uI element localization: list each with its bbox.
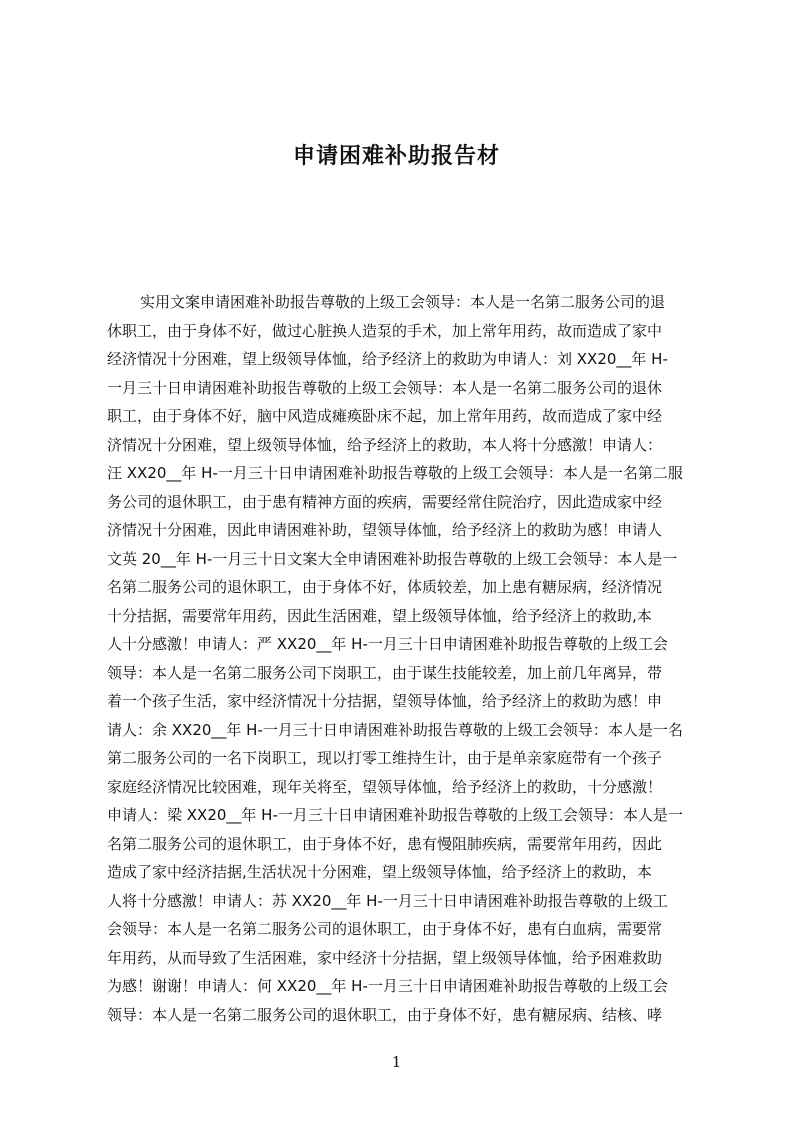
text-line: 领导：本人是一名第二服务公司的退休职工，由于身体不好，患有糖尿病、结核、哮: [107, 1005, 663, 1024]
page-number: 1: [391, 1053, 402, 1071]
text-line: 济情况十分困难，因此申请困难补助，望领导体恤，给予经济上的救助为感！申请人: [107, 521, 663, 539]
text-line: 实用文案申请困难补助报告尊敬的上级工会领导：本人是一名第二服务公司的退: [140, 293, 666, 311]
text-line: 家庭经济情况比较困难，现年关将至，望领导体恤，给予经济上的救助，十分感激！: [107, 777, 663, 796]
text-line: 名第二服务公司的退休职工，由于身体不好，体质较差，加上患有糖尿病，经济情况: [107, 578, 663, 596]
text-line: 着一个孩子生活，家中经济情况十分拮据，望领导体恤，给予经济上的救助为感！申: [107, 692, 663, 710]
text-line: 造成了家中经济拮据,生活状况十分困难，望上级领导体恤，给予经济上的救助，本: [107, 863, 652, 881]
text-line: 职工，由于身体不好，脑中风造成瘫痪卧床不起，加上常年用药，故而造成了家中经: [107, 407, 663, 425]
text-line: 经济情况十分困难，望上级领导体恤，给予经济上的救助为申请人：刘 XX20__年 H-: [107, 350, 668, 368]
text-line: 人将十分感激！申请人：苏 XX20__年 H-一月三十日申请困难补助报告尊敬的上级工: [107, 891, 668, 910]
text-line: 为感！谢谢！申请人：何 XX20__年 H-一月三十日申请困难补助报告尊敬的上级工会: [107, 977, 668, 995]
text-line: 休职工，由于身体不好，做过心脏换人造泵的手术，加上常年用药，故而造成了家中: [107, 321, 663, 340]
text-line: 第二服务公司的一名下岗职工，现以打零工维持生计，由于是单亲家庭带有一个孩子: [107, 749, 663, 767]
text-line: 人十分感激！申请人：严 XX20__年 H-一月三十日申请困难补助报告尊敬的上级工会: [107, 635, 668, 653]
text-line: 领导：本人是一名第二服务公司下岗职工，由于谋生技能较差，加上前几年离异，带: [107, 663, 663, 682]
text-line: 名第二服务公司的退休职工，由于身体不好，患有慢阻肺疾病，需要常年用药，因此: [107, 834, 663, 853]
text-line: 申请人：梁 XX20__年 H-一月三十日申请困难补助报告尊敬的上级工会领导：本人是一: [107, 806, 683, 824]
text-line: 一月三十日申请困难补助报告尊敬的上级工会领导：本人是一名第二服务公司的退休: [107, 378, 663, 397]
page-title: 申请困难补助报告材: [292, 144, 500, 169]
text-line: 会领导：本人是一名第二服务公司的退休职工，由于身体不好，患有白血病，需要常: [107, 920, 663, 938]
text-line: 请人：余 XX20__年 H-一月三十日申请困难补助报告尊敬的上级工会领导：本人是一名: [107, 720, 683, 739]
body-text: [107, 288, 697, 1029]
text-line: 年用药，从而导致了生活困难，家中经济十分拮据，望上级领导体恤，给予困难救助: [107, 948, 663, 967]
text-line: 济情况十分困难，望上级领导体恤，给予经济上的救助，本人将十分感激！申请人：: [107, 435, 663, 454]
text-line: 文英 20__年 H-一月三十日文案大全申请困难补助报告尊敬的上级工会领导：本人是一: [107, 549, 678, 568]
text-line: 务公司的退休职工，由于患有精神方面的疾病，需要经常住院治疗，因此造成家中经: [107, 492, 663, 511]
text-line: 汪 XX20__年 H-一月三十日申请困难补助报告尊敬的上级工会领导：本人是一名第二服: [107, 464, 683, 482]
text-line: 十分拮据，需要常年用药，因此生活困难，望上级领导体恤，给予经济上的救助,本: [107, 606, 652, 625]
